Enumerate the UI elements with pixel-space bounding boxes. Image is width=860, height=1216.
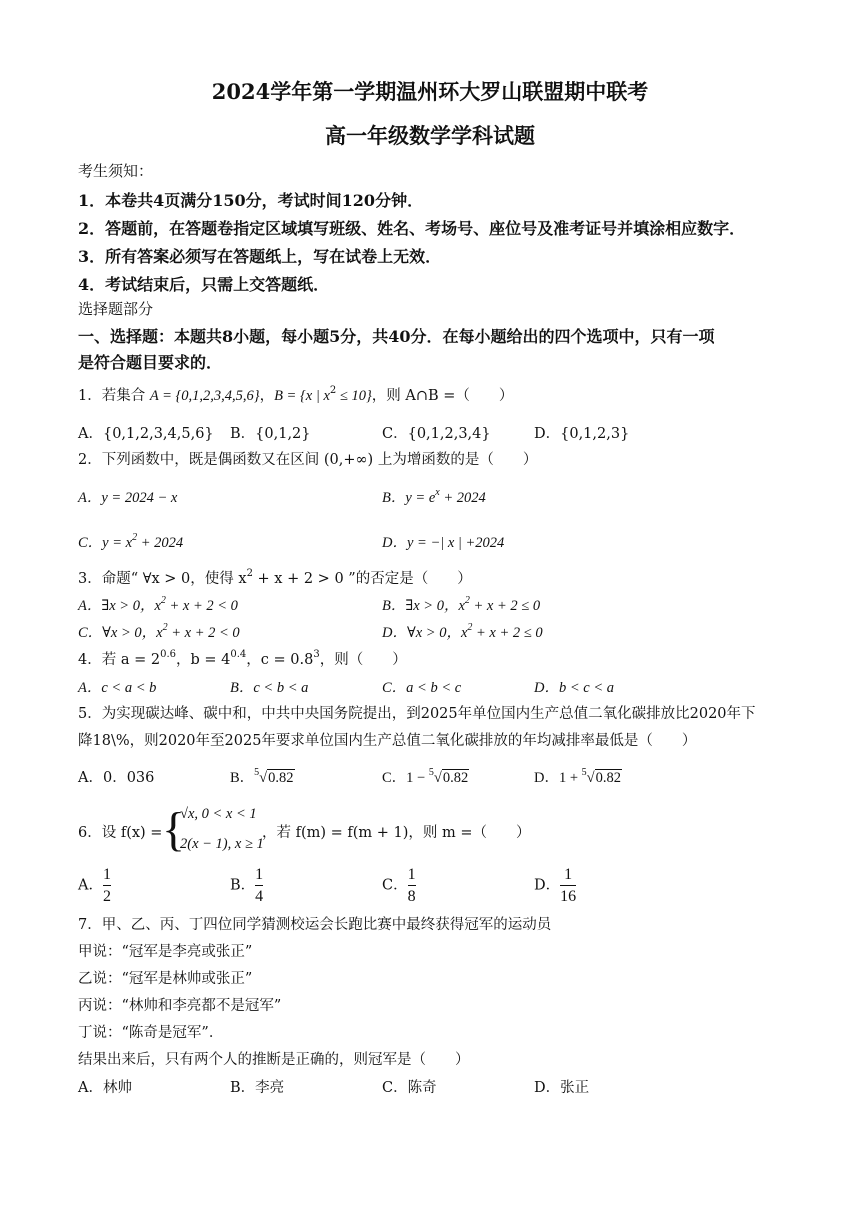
- fraction: [408, 864, 416, 907]
- numerator: 1: [564, 866, 573, 883]
- fraction: [103, 864, 111, 907]
- root-value: 0.82: [442, 770, 469, 786]
- stem-part: 4．若 a = 2: [78, 652, 161, 668]
- option-c-tail: + 2024: [137, 535, 184, 551]
- option-a: A．林帅: [78, 1080, 132, 1096]
- option-a: A．c < a < b: [78, 680, 157, 696]
- option-label: B．: [230, 877, 256, 894]
- option-label: D．1 +: [534, 770, 582, 786]
- section-instruction: 是符合题目要求的．: [78, 353, 223, 372]
- option-sup: 2: [162, 622, 168, 633]
- set-b: B = {x | x: [274, 388, 330, 404]
- root-index: 5: [581, 767, 587, 778]
- exam-subtitle: 高一年级数学学科试题: [325, 123, 535, 148]
- option-d: [534, 864, 576, 907]
- option-a: A．0．036: [78, 770, 155, 786]
- option-text: B．∃x > 0，x: [382, 598, 465, 614]
- option-label: C．1 −: [382, 770, 429, 786]
- question-2-stem: 2．下列函数中，既是偶函数又在区间 (0,+∞) 上为增函数的是（ ）: [78, 452, 538, 468]
- fraction: [560, 864, 576, 907]
- statement: 乙说：“冠军是林帅或张正”: [78, 971, 253, 987]
- notice-item: 1．本卷共4页满分150分，考试时间120分钟．: [78, 191, 424, 210]
- stem-suffix: + x + 2 > 0 ”的否定是（ ）: [252, 571, 472, 587]
- question-6-prefix: 6．设 f(x) =: [78, 825, 163, 841]
- option-c: [78, 531, 183, 552]
- option-b-sup: x: [435, 487, 440, 498]
- stem-suffix: ，则 A∩B =（ ）: [371, 388, 514, 404]
- option-text: A．∃x > 0，x: [78, 598, 161, 614]
- option-label: B．: [230, 770, 255, 786]
- option-d: D．张正: [534, 1080, 590, 1096]
- option-label: D．: [534, 877, 561, 894]
- set-b-sup: 2: [329, 385, 337, 396]
- question-5-stem-line2: 降18\%，则2020年至2025年要求单位国内生产总值二氧化碳排放的年均减排率最低是（ ）: [78, 733, 697, 749]
- option-a: [78, 864, 111, 907]
- option-b-base: B．y = e: [382, 490, 436, 506]
- option-a: A．{0,1,2,3,4,5,6}: [78, 426, 214, 442]
- option-a: A．y = 2024 − x: [78, 490, 178, 506]
- stem-prefix: 1．若集合: [78, 388, 150, 404]
- stem-sup: 3: [313, 649, 320, 660]
- denominator: 8: [408, 885, 416, 907]
- stem-part: ，c = 0.8: [246, 652, 314, 668]
- option-b: [382, 594, 540, 615]
- fraction: [255, 864, 263, 907]
- notice-item: 3．所有答案必须写在答题纸上，写在试卷上无效．: [78, 247, 442, 266]
- option-b: [382, 486, 486, 507]
- option-b: B．{0,1,2}: [230, 426, 311, 442]
- option-b: B．c < b < a: [230, 680, 309, 696]
- statement: 丁说：“陈奇是冠军”．: [78, 1025, 224, 1041]
- option-c: [382, 864, 416, 907]
- notice-item: 2．答题前，在答题卷指定区域填写班级、姓名、考场号、座位号及准考证号并填涂相应数字．: [78, 219, 746, 238]
- option-c: C．陈奇: [382, 1080, 437, 1096]
- option-b: [230, 864, 263, 907]
- numerator: 1: [407, 866, 416, 883]
- option-tail: + x + 2 < 0: [165, 598, 238, 614]
- option-d: D．y = −| x | +2024: [382, 535, 505, 551]
- option-sup: 2: [464, 595, 470, 606]
- root-index: 5: [428, 767, 434, 778]
- question-1-stem: 1．若集合 A = {0,1,2,3,4,5,6}，B = {x | $x^2 \le 10$}，则 A∩B =（ ）: [78, 385, 514, 404]
- question-7-conclusion: 结果出来后，只有两个人的推断是正确的，则冠军是（ ）: [78, 1052, 470, 1068]
- denominator: 4: [255, 885, 263, 907]
- option-d: D．b < c < a: [534, 680, 614, 696]
- section-label: 选择题部分: [78, 300, 154, 318]
- section-instruction: 一、选择题：本题共8小题，每小题5分，共40分．在每小题给出的四个选项中，只有一项: [78, 327, 715, 346]
- option-label: A．: [78, 877, 103, 894]
- option-sup: 2: [160, 595, 166, 606]
- option-c: C．a < b < c: [382, 680, 462, 696]
- option-c-base: C．y = x: [78, 535, 133, 551]
- piece-2: 2(x − 1), x ≥ 1: [180, 836, 264, 852]
- option-c-sup: 2: [132, 532, 138, 543]
- numerator: 1: [102, 866, 111, 883]
- root-value: 0.82: [595, 770, 621, 786]
- statement: 丙说：“林帅和李亮都不是冠军”: [78, 998, 282, 1014]
- option-tail: + x + 2 < 0: [167, 625, 240, 641]
- option-tail: + x + 2 ≤ 0: [469, 598, 541, 614]
- option-sup: 2: [467, 622, 473, 633]
- option-a: [78, 594, 238, 615]
- question-7-stem: 7．甲、乙、丙、丁四位同学猜测校运会长跑比赛中最终获得冠军的运动员: [78, 917, 552, 933]
- option-d: [382, 621, 543, 642]
- question-6-suffix: ，若 f(m) = f(m + 1)，则 m =（ ）: [262, 825, 531, 841]
- denominator: 16: [560, 885, 576, 907]
- stem-part: ，b = 4: [175, 652, 231, 668]
- question-5-stem-line1: 5．为实现碳达峰、碳中和，中共中央国务院提出，到2025年单位国内生产总值二氧化碳排放比2020年下: [78, 706, 756, 722]
- root-index: 5: [254, 767, 260, 778]
- option-text: D．∀x > 0，x: [382, 625, 468, 641]
- root-value: 0.82: [268, 770, 294, 786]
- option-text: C．∀x > 0，x: [78, 625, 163, 641]
- option-d: D．{0,1,2,3}: [534, 426, 630, 442]
- option-b-tail: + 2024: [439, 490, 486, 506]
- set-b-tail: ≤ 10}: [336, 388, 372, 404]
- stem-sup: 0.6: [160, 649, 176, 660]
- option-c: [78, 621, 240, 642]
- option-label: C．: [382, 877, 408, 894]
- denominator: 2: [103, 885, 111, 907]
- option-b: B．$^5$√0.82: [230, 767, 294, 786]
- option-b: B．李亮: [230, 1080, 285, 1096]
- option-d: D．1 + $^5$√0.82: [534, 767, 621, 786]
- stem-sup: 0.4: [230, 649, 247, 660]
- stem-sup: 2: [246, 568, 253, 579]
- notice-item: 4．考试结束后，只需上交答题纸．: [78, 275, 330, 294]
- option-c: C．1 − $^5$√0.82: [382, 767, 469, 786]
- exam-title: 2024学年第一学期温州环大罗山联盟期中联考: [211, 79, 649, 104]
- statement: 甲说：“冠军是李亮或张正”: [78, 944, 253, 960]
- option-c: C．{0,1,2,3,4}: [382, 426, 491, 442]
- question-3-stem: [78, 567, 472, 588]
- notice-heading: 考生须知：: [78, 162, 154, 180]
- set-a: A = {0,1,2,3,4,5,6}: [149, 388, 260, 404]
- stem-part: ，则（ ）: [319, 652, 407, 668]
- piecewise-brace: {: [162, 803, 186, 856]
- piece-1: √x, 0 < x < 1: [180, 806, 257, 822]
- numerator: 1: [255, 866, 264, 883]
- stem-prefix: 3．命题“ ∀x > 0，使得 x: [78, 571, 247, 587]
- option-tail: + x + 2 ≤ 0: [472, 625, 543, 641]
- question-4-stem: [78, 648, 407, 669]
